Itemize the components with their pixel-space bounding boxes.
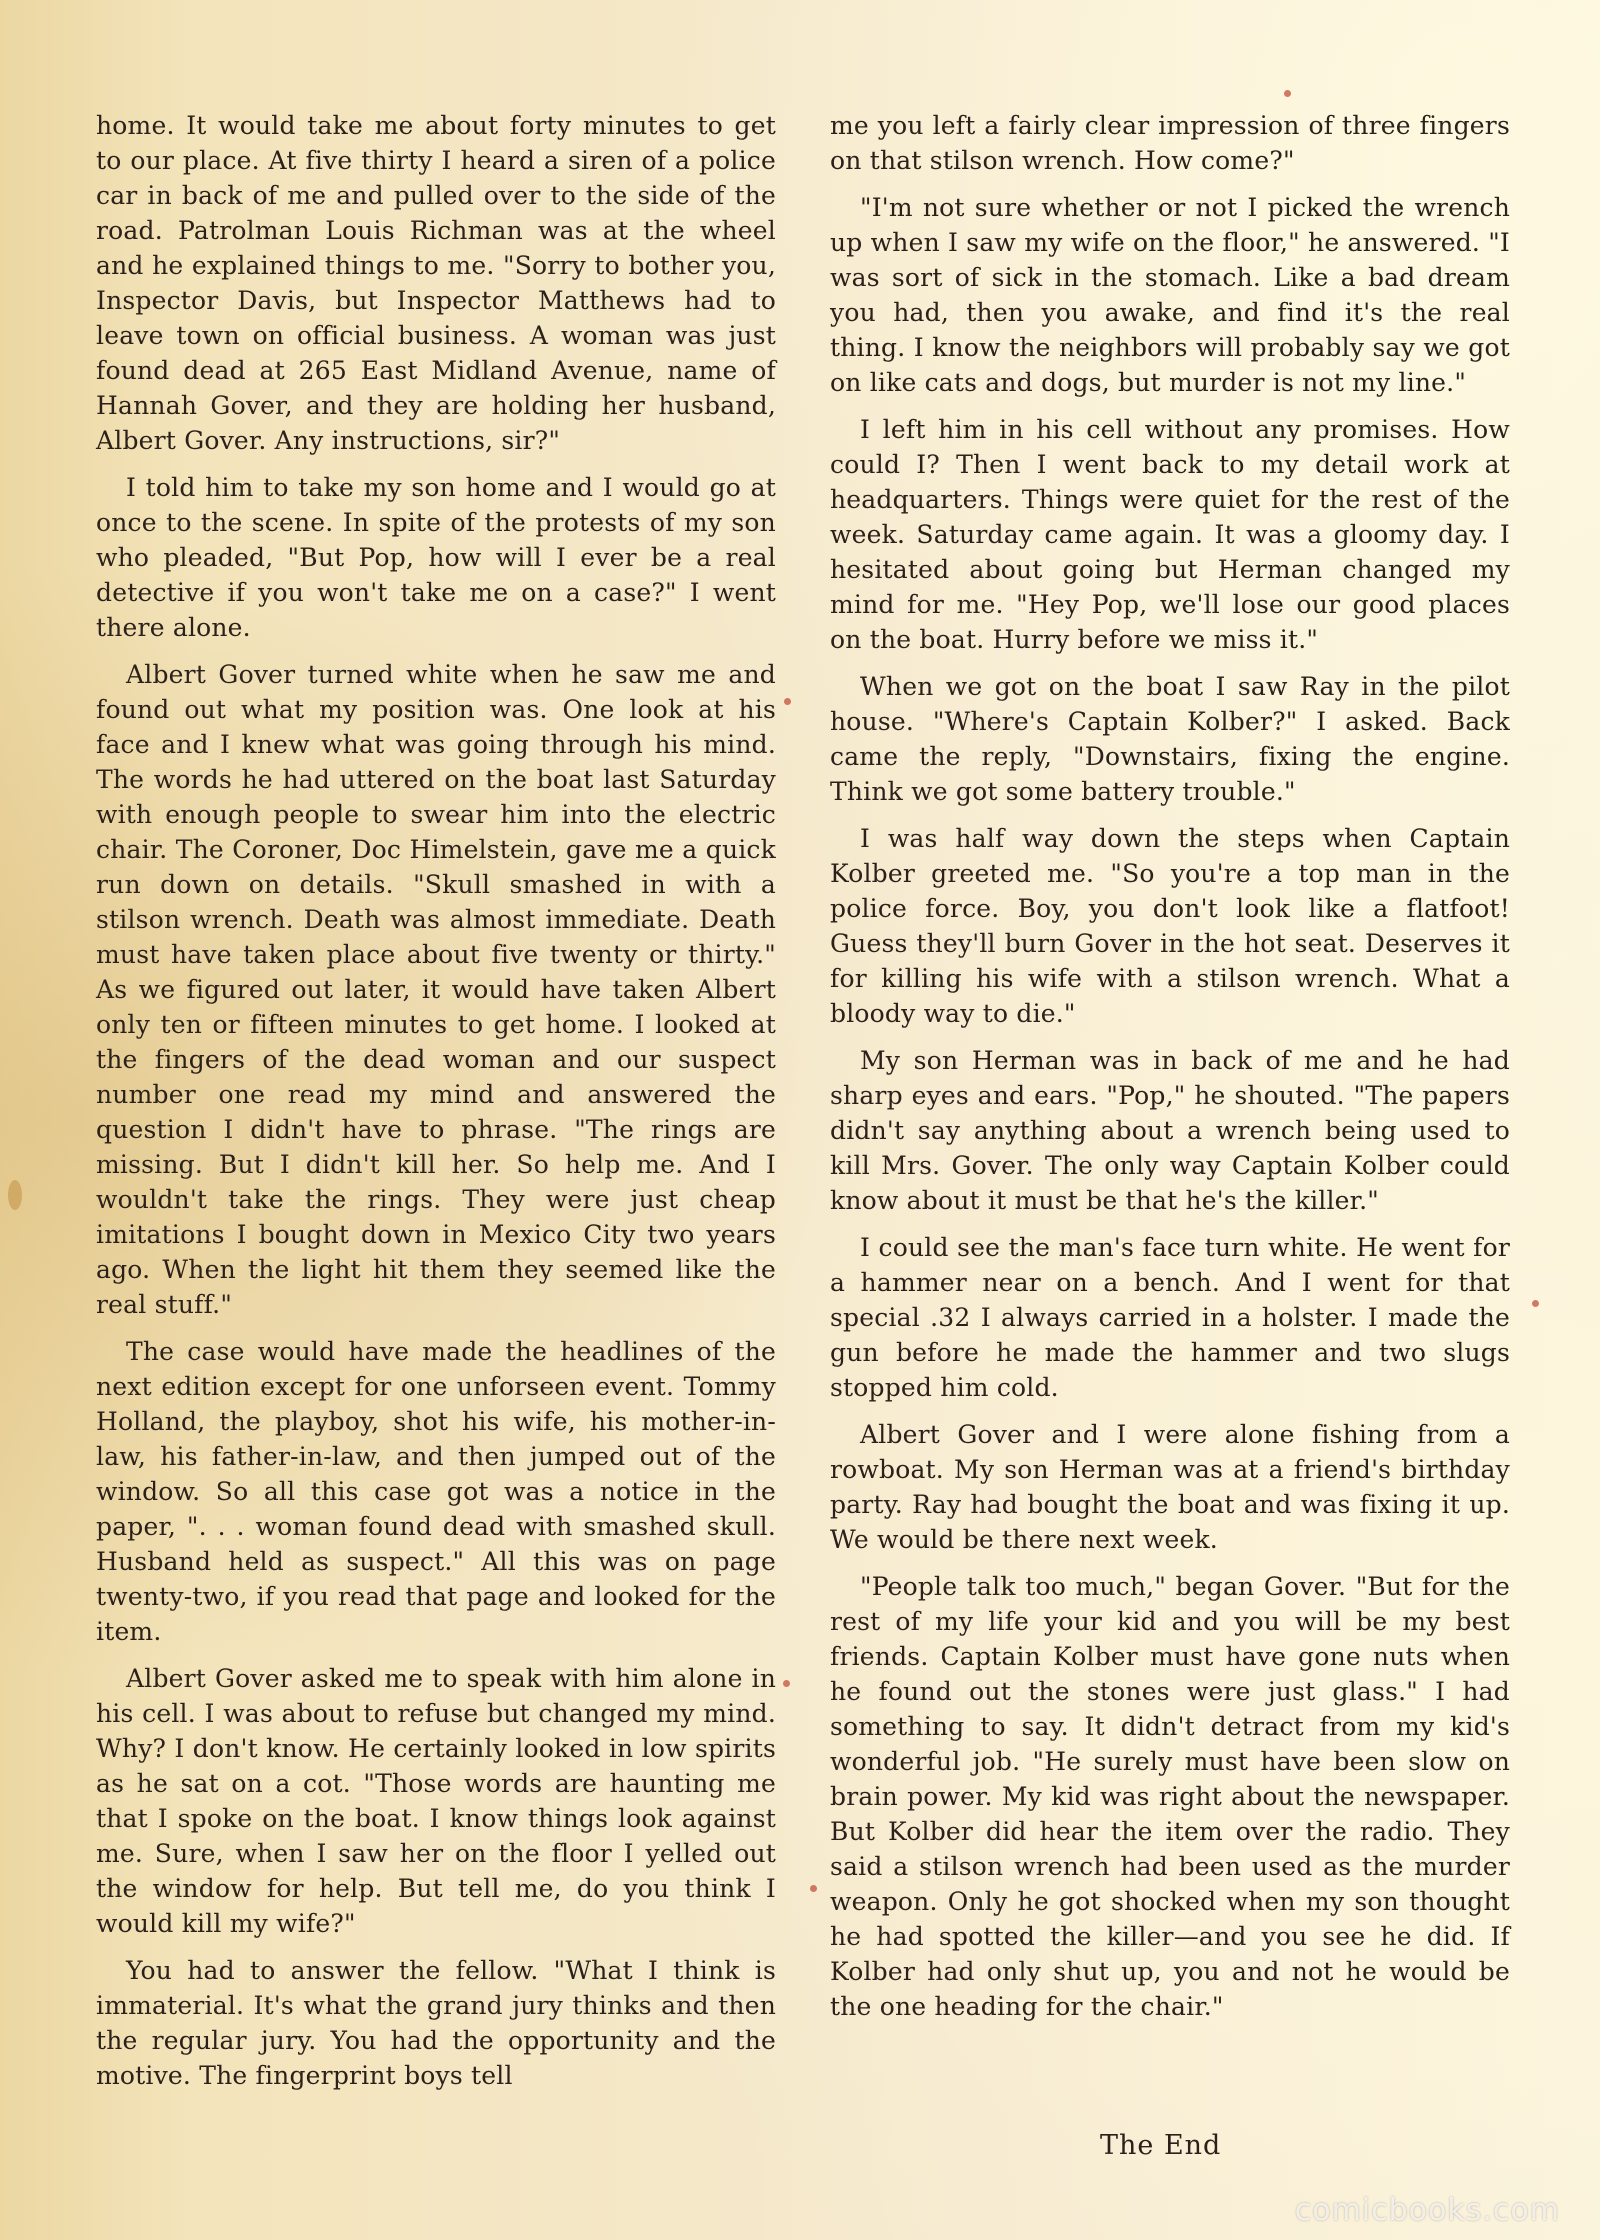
ink-speck	[810, 1885, 817, 1892]
left-text-column	[96, 108, 776, 2105]
paragraph: I left him in his cell without any promises. How could I? Then I went back to my detail work at headquarters. Things were quiet for the rest of the week. Saturday came again. It was a gloomy day. I hesitated about going but Herman changed my mind for me. "Hey Pop, we'll lose our good places on the boat. Hurry before we miss it."	[830, 415, 1510, 654]
paragraph: "I'm not sure whether or not I picked the wrench up when I saw my wife on the floor," he answered. "I was sort of sick in the stomach. Like a bad dream you had, then you awake, and find it's the real thing. I know the neighbors will probably say we got on like cats and dogs, but murder is not my line."	[830, 193, 1510, 397]
paragraph: I told him to take my son home and I would go at once to the scene. In spite of the protests of my son who pleaded, "But Pop, how will I ever be a real detective if you won't take me on a case?" I went there alone.	[96, 473, 776, 642]
ink-speck	[784, 698, 791, 705]
paragraph: Albert Gover and I were alone fishing from a rowboat. My son Herman was at a friend's birthday party. Ray had bought the boat and was fixing it up. We would be there next week.	[830, 1420, 1510, 1554]
story-ending: The End	[1100, 2130, 1222, 2161]
paragraph: Albert Gover asked me to speak with him alone in his cell. I was about to refuse but changed my mind. Why? I don't know. He certainly looked in low spirits as he sat on a cot. "Those words are haunting me that I spoke on the boat. I know things look against me. Sure, when I saw her on the floor I yelled out the window for help. But tell me, do you think I would kill my wife?"	[96, 1664, 776, 1938]
site-watermark: comicbooks.com	[1294, 2193, 1560, 2228]
page-stain	[8, 1180, 22, 1210]
ink-speck	[1532, 1300, 1539, 1307]
ink-speck	[783, 1680, 790, 1687]
paragraph: When we got on the boat I saw Ray in the pilot house. "Where's Captain Kolber?" I asked. Back came the reply, "Downstairs, fixing the engine. Think we got some battery trouble."	[830, 672, 1510, 806]
paragraph: Albert Gover turned white when he saw me and found out what my position was. One look at his face and I knew what was going through his mind. The words he had uttered on the boat last Saturday with enough people to swear him into the electric chair. The Coroner, Doc Himelstein, gave me a quick run down on details. "Skull smashed in with a stilson wrench. Death was almost immediate. Death must have taken place about five twenty or thirty." As we figured out later, it would have taken Albert only ten or fifteen minutes to get home. I looked at the fingers of the dead woman and our suspect number one read my mind and answered the question I didn't have to phrase. "The rings are missing. But I didn't kill her. So help me. And I wouldn't take the rings. They were just cheap imitations I bought down in Mexico City two years ago. When the light hit them they seemed like the real stuff."	[96, 660, 776, 1319]
right-text-column	[830, 108, 1510, 2036]
paragraph: me you left a fairly clear impression of three fingers on that stilson wrench. How come?"	[830, 111, 1510, 175]
paragraph: My son Herman was in back of me and he had sharp eyes and ears. "Pop," he shouted. "The papers didn't say anything about a wrench being used to kill Mrs. Gover. The only way Captain Kolber could know about it must be that he's the killer."	[830, 1046, 1510, 1215]
paragraph: You had to answer the fellow. "What I think is immaterial. It's what the grand jury thinks and then the regular jury. You had the opportunity and the motive. The fingerprint boys tell	[96, 1956, 776, 2090]
paragraph: I was half way down the steps when Captain Kolber greeted me. "So you're a top man in the police force. Boy, you don't look like a flatfoot! Guess they'll burn Gover in the hot seat. Deserves it for killing his wife with a stilson wrench. What a bloody way to die."	[830, 824, 1510, 1028]
paragraph: home. It would take me about forty minutes to get to our place. At five thirty I heard a siren of a police car in back of me and pulled over to the side of the road. Patrolman Louis Richman was at the wheel and he explained things to me. "Sorry to bother you, Inspector Davis, but Inspector Matthews had to leave town on official business. A woman was just found dead at 265 East Midland Avenue, name of Hannah Gover, and they are holding her husband, Albert Gover. Any instructions, sir?"	[96, 111, 776, 455]
paragraph: I could see the man's face turn white. He went for a hammer near on a bench. And I went for that special .32 I always carried in a holster. I made the gun before he made the hammer and two slugs stopped him cold.	[830, 1233, 1510, 1402]
ink-speck	[1284, 90, 1291, 97]
paragraph: "People talk too much," began Gover. "But for the rest of my life your kid and you will be my best friends. Captain Kolber must have gone nuts when he found out the stones were just glass." I had something to say. It didn't detract from my kid's wonderful job. "He surely must have been slow on brain power. My kid was right about the newspaper. But Kolber did hear the item over the radio. They said a stilson wrench had been used as the murder weapon. Only he got shocked when my son thought he had spotted the killer—and you see he did. If Kolber had only shut up, you and not he would be the one heading for the chair."	[830, 1572, 1510, 2021]
paragraph: The case would have made the headlines of the next edition except for one unforseen event. Tommy Holland, the playboy, shot his wife, his mother-in-law, his father-in-law, and then jumped out of the window. So all this case got was a notice in the paper, ". . . woman found dead with smashed skull. Husband held as suspect." All this was on page twenty-two, if you read that page and looked for the item.	[96, 1337, 776, 1646]
